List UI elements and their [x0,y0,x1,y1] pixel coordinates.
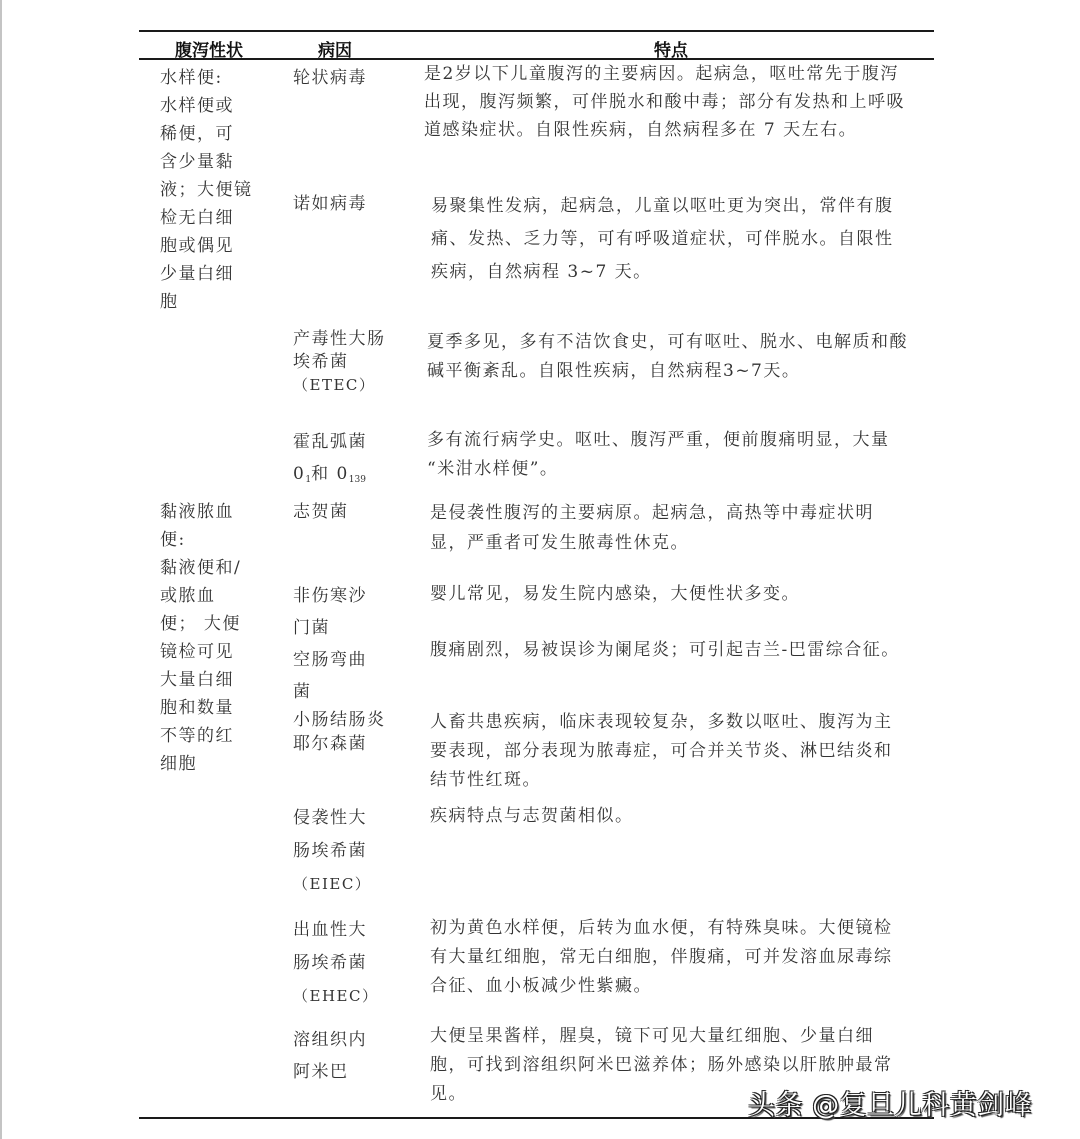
symptom-line: 稀便，可 [160,124,234,144]
watermark-author: 头条 @复旦儿科黄剑峰 [748,1090,1033,1121]
cause-line: 空肠弯曲 [293,650,367,670]
cause-cell-rotavirus [293,64,367,92]
feature-line: 要表现，部分表现为脓毒症，可合并关节炎、淋巴结炎和 [430,741,893,761]
symptom-line: 少量白细 [160,264,234,284]
symptom-line: 水样便或 [160,96,234,116]
feature-line: 见。 [430,1084,467,1104]
cause-cell-yersinia [293,708,386,756]
cause-line: 埃希菌 [293,352,349,372]
header-features: 特点 [654,41,688,61]
feature-line: 碱平衡紊乱。自限性疾病，自然病程3~7天。 [427,361,801,381]
symptom-cell-watery [160,64,253,316]
cause-line: 门菌 [293,618,330,638]
cause-cell-campylobacter [293,644,367,708]
cause-line: （ETEC） [293,376,376,394]
feature-line: 大便呈果酱样，腥臭，镜下可见大量红细胞、少量白细 [430,1026,874,1046]
symptom-line: 胞或偶见 [160,236,234,256]
table-top-rule [139,30,934,32]
feature-cell-rotavirus [424,60,905,144]
cause-line: 霍乱弧菌 [293,432,367,452]
cause-cell-etec [293,328,386,397]
feature-line: 疾病，自然病程 3~7 天。 [431,262,652,282]
feature-line: 显，严重者可发生脓毒性休克。 [430,533,689,553]
feature-line: 有大量红细胞，常无白细胞，伴腹痛，可并发溶血尿毒综 [430,947,893,967]
cause-cell-entamoeba [293,1024,367,1088]
feature-cell-etec [427,328,908,386]
feature-cell-shigella [430,498,874,558]
feature-line: 是侵袭性腹泻的主要病原。起病急，高热等中毒症状明 [430,503,874,523]
symptom-line: 胞 [160,292,179,312]
serotype-o139: 0 [336,464,349,484]
feature-line: 易聚集性发病，起病急，儿童以呕吐更为突出，常伴有腹 [431,196,894,216]
symptom-line: 便: [160,530,186,550]
feature-cell-vibrio-cholerae [427,426,890,484]
cause-line: 阿米巴 [293,1062,349,1082]
symptom-line: 胞和数量 [160,698,234,718]
cause-line: 志贺菌 [293,502,349,522]
feature-cell-ehec [430,914,893,1001]
feature-line: 疾病特点与志贺菌相似。 [430,806,634,826]
feature-cell-campylobacter [430,636,900,664]
feature-line: 出现，腹泻频繁，可伴脱水和酸中毒；部分有发热和上呼吸 [424,92,905,112]
cause-line: 侵袭性大 [293,808,367,828]
cause-line: （EHEC） [293,987,379,1005]
cause-cell-shigella [293,498,349,526]
symptom-line: 镜检可见 [160,642,234,662]
cause-line: 产毒性大肠 [293,329,386,349]
feature-line: 初为黄色水样便，后转为血水便，有特殊臭味。大便镜检 [430,918,893,938]
header-cause: 病因 [318,41,352,61]
feature-line: 结节性红斑。 [430,770,541,790]
feature-line: 婴儿常见，易发生院内感染，大便性状多变。 [430,584,800,604]
symptom-line: 便； 大便 [160,614,241,634]
serotype-o1: 0 [293,464,306,484]
cause-cell-norovirus [293,190,367,218]
cause-cell-nontyphoidal-salmonella [293,580,367,644]
serotype-sub: 139 [348,475,366,485]
cause-line: 轮状病毒 [293,68,367,88]
cause-line: 诺如病毒 [293,194,367,214]
feature-line: 多有流行病学史。呕吐、腹泻严重，便前腹痛明显，大量 [427,430,890,450]
symptom-line: 水样便: [160,68,223,88]
cause-line: 溶组织内 [293,1030,367,1050]
feature-cell-yersinia [430,708,893,795]
symptom-line: 液；大便镜 [160,180,253,200]
cause-line: 耶尔森菌 [293,734,367,754]
symptom-line: 不等的红 [160,726,234,746]
feature-line: 腹痛剧烈，易被误诊为阑尾炎；可引起吉兰-巴雷综合征。 [430,640,900,660]
serotype-sub: 1 [305,475,312,485]
feature-line: 痛、发热、乏力等，可有呼吸道症状，可伴脱水。自限性 [431,229,894,249]
serotype-joiner: 和 [311,464,337,484]
symptom-line: 大量白细 [160,670,234,690]
symptom-line: 含少量黏 [160,152,234,172]
feature-cell-eiec [430,802,634,830]
feature-cell-nontyphoidal-salmonella [430,580,800,608]
page-left-border [0,0,2,1139]
symptom-line: 或脓血 [160,586,216,606]
cause-cell-vibrio-cholerae [293,426,367,496]
feature-line: 夏季多见，多有不洁饮食史，可有呕吐、脱水、电解质和酸 [427,332,908,352]
cause-line: 肠埃希菌 [293,953,367,973]
symptom-line: 细胞 [160,754,197,774]
feature-line: “米泔水样便”。 [427,459,559,479]
feature-cell-norovirus [431,190,894,289]
feature-line: 合征、血小板减少性紫癜。 [430,976,652,996]
cause-line: 菌 [293,682,312,702]
serotype-line [293,458,367,496]
cause-line: 出血性大 [293,920,367,940]
feature-line: 是2岁以下儿童腹泻的主要病因。起病急，呕吐常先于腹泻 [424,64,899,84]
symptom-line: 检无白细 [160,208,234,228]
symptom-cell-mucopurulent [160,498,241,778]
header-symptom: 腹泻性状 [175,41,243,61]
feature-line: 道感染症状。自限性疾病，自然病程多在 7 天左右。 [424,120,858,140]
cause-line: 肠埃希菌 [293,841,367,861]
cause-line: 小肠结肠炎 [293,710,386,730]
feature-line: 人畜共患疾病，临床表现较复杂，多数以呕吐、腹泻为主 [430,712,893,732]
cause-cell-eiec [293,802,371,901]
symptom-line: 黏液便和/ [160,558,242,578]
cause-cell-ehec [293,914,378,1013]
cause-line: （EIEC） [293,875,372,893]
cause-line: 非伤寒沙 [293,586,367,606]
feature-line: 胞，可找到溶组织阿米巴滋养体；肠外感染以肝脓肿最常 [430,1055,893,1075]
symptom-line: 黏液脓血 [160,502,234,522]
